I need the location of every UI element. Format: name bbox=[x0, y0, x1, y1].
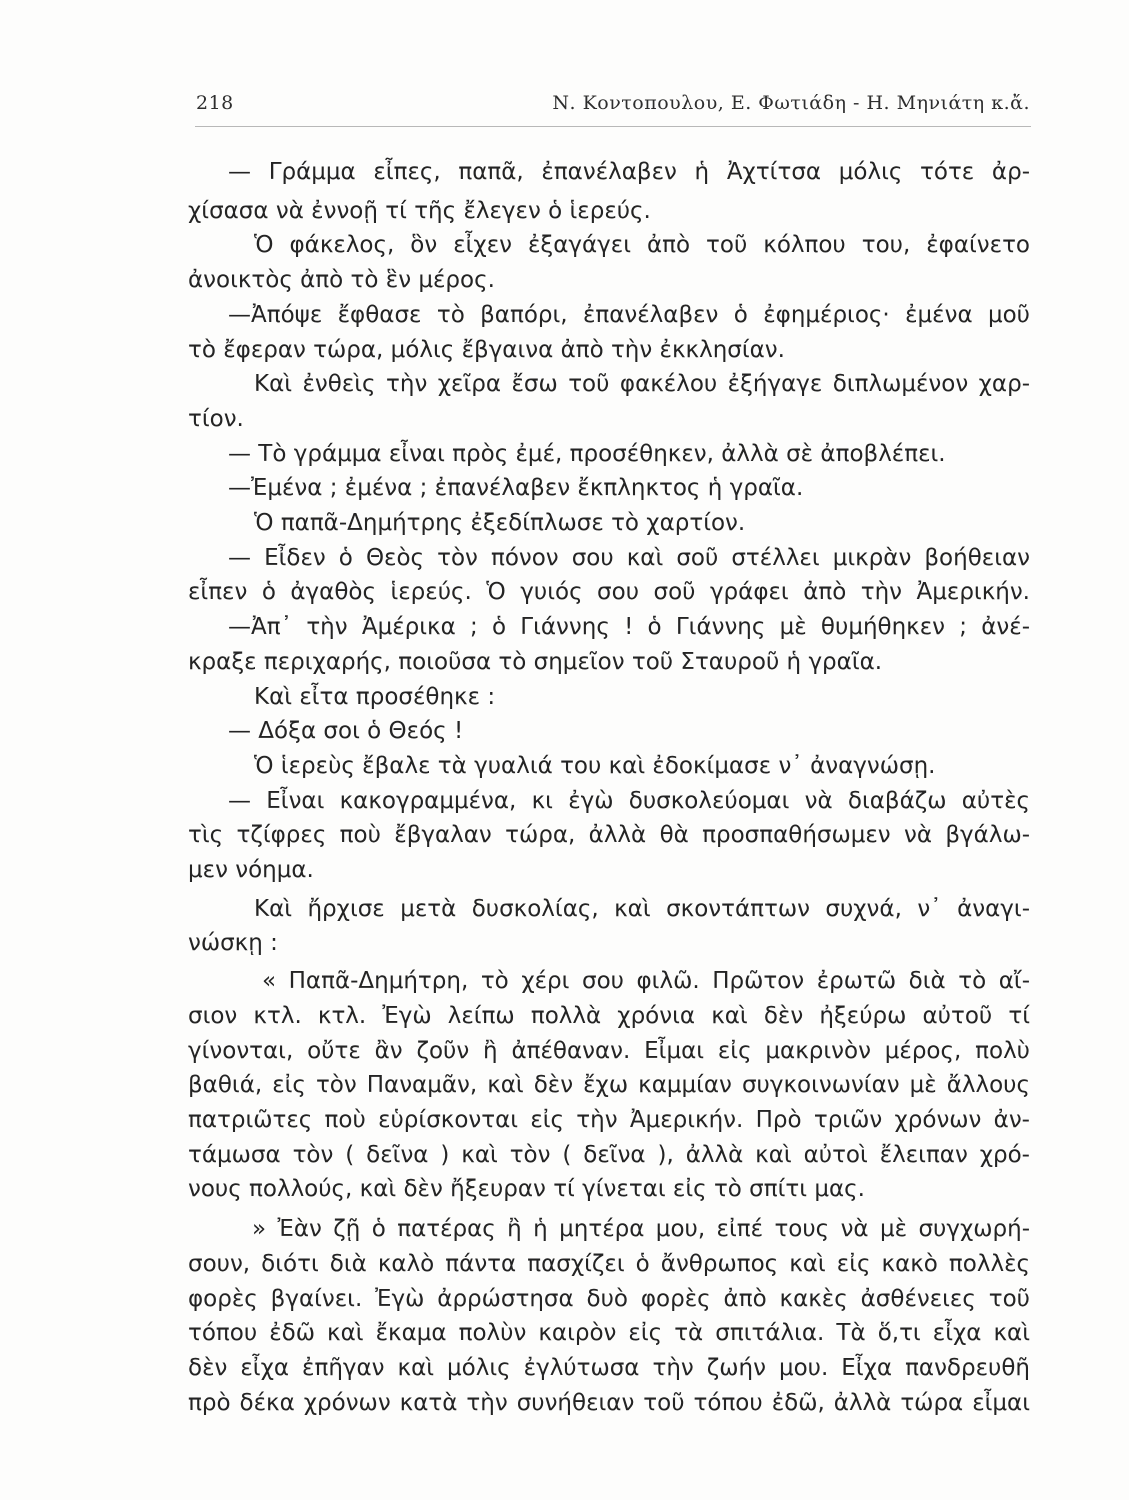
paragraph bbox=[188, 298, 1030, 367]
text-line: Καὶ εἶτα προσέθηκε : bbox=[254, 683, 496, 710]
body-text bbox=[188, 155, 1030, 1420]
text-line: σιον κτλ. κτλ. Ἐγὼ λείπω πολλὰ χρόνια καὶ δὲν ἠξεύρω αὐτοῦ τί bbox=[188, 1002, 1030, 1029]
text-line: γίνονται, οὔτε ἂν ζοῦν ἢ ἀπέθαναν. Εἶμαι εἰς μακρινὸν μέρος, πολὺ bbox=[188, 1037, 1030, 1064]
page-number: 218 bbox=[196, 92, 234, 114]
text-line: κραξε περιχαρής, ποιοῦσα τὸ σημεῖον τοῦ Σταυροῦ ἡ γραῖα. bbox=[188, 648, 883, 675]
paragraph bbox=[188, 610, 1030, 679]
text-line: — Τὸ γράμμα εἶναι πρὸς ἐμέ, προσέθηκεν, ἀλλὰ σὲ ἀποβλέπει. bbox=[228, 440, 946, 467]
text-line: Ὁ φάκελος, ὃν εἶχεν ἐξαγάγει ἀπὸ τοῦ κόλπου του, ἐφαίνετο bbox=[254, 232, 1030, 259]
text-line: Ὁ ἱερεὺς ἔβαλε τὰ γυαλιά του καὶ ἐδοκίμασε ν᾿ ἀναγνώσῃ. bbox=[254, 752, 936, 779]
text-line: πρὸ δέκα χρόνων κατὰ τὴν συνήθειαν τοῦ τόπου ἐδῶ, ἀλλὰ τώρα εἶμαι bbox=[188, 1389, 1030, 1416]
text-line: δὲν εἶχα ἐπῆγαν καὶ μόλις ἐγλύτωσα τὴν ζωήν μου. Εἶχα πανδρευθῆ bbox=[188, 1354, 1030, 1381]
text-line: τόπου ἐδῶ καὶ ἔκαμα πολὺν καιρὸν εἰς τὰ σπιτάλια. Τὰ ὅ,τι εἶχα καὶ bbox=[188, 1320, 1030, 1347]
paragraph bbox=[188, 506, 1030, 541]
text-line: « Παπᾶ-Δημήτρη, τὸ χέρι σου φιλῶ. Πρῶτον ἐρωτῶ διὰ τὸ αἴ- bbox=[262, 968, 1030, 995]
text-line: χίσασα νὰ ἐννοῇ τί τῆς ἔλεγεν ὁ ἱερεύς. bbox=[188, 197, 651, 224]
text-line: νώσκῃ : bbox=[188, 930, 278, 957]
text-line: βαθιά, εἰς τὸν Παναμᾶν, καὶ δὲν ἔχω καμμίαν συγκοινωνίαν μὲ ἄλλους bbox=[188, 1072, 1030, 1099]
paragraph bbox=[188, 437, 1030, 472]
text-line: — Γράμμα εἶπες, παπᾶ, ἐπανέλαβεν ἡ Ἀχτίτσα μόλις τότε ἀρ- bbox=[228, 159, 1030, 185]
paragraph bbox=[188, 367, 1030, 436]
text-line: φορὲς βγαίνει. Ἐγὼ ἀρρώστησα δυὸ φορὲς ἀπὸ κακὲς ἀσθένειες τοῦ bbox=[188, 1285, 1030, 1312]
paragraph bbox=[188, 749, 1030, 784]
text-line: τὶς τζίφρες ποὺ ἔβγαλαν τώρα, ἀλλὰ θὰ προσπαθήσωμεν νὰ βγάλω- bbox=[188, 822, 1030, 849]
text-line: Καὶ ἤρχισε μετὰ δυσκολίας, καὶ σκοντάπτων συχνά, ν᾿ ἀναγι- bbox=[254, 895, 1030, 922]
letter-paragraph bbox=[188, 1212, 1030, 1420]
text-line: ἀνοικτὸς ἀπὸ τὸ ἓν μέρος. bbox=[188, 267, 495, 294]
text-line: εἶπεν ὁ ἀγαθὸς ἱερεύς. Ὁ γυιός σου σοῦ γράφει ἀπὸ τὴν Ἀμερικήν. bbox=[188, 579, 1030, 606]
paragraph bbox=[188, 714, 1030, 749]
text-line: τάμωσα τὸν ( δεῖνα ) καὶ τὸν ( δεῖνα ), ἀλλὰ καὶ αὐτοὶ ἔλειπαν χρό- bbox=[188, 1141, 1030, 1168]
paragraph bbox=[188, 155, 1030, 228]
text-line: σουν, διότι διὰ καλὸ πάντα πασχίζει ὁ ἄνθρωπος καὶ εἰς κακὸ πολλὲς bbox=[188, 1250, 1030, 1277]
text-line: τίον. bbox=[188, 405, 244, 432]
text-line: Ὁ παπᾶ-Δημήτρης ἐξεδίπλωσε τὸ χαρτίον. bbox=[254, 510, 746, 537]
text-line: τὸ ἔφεραν τώρα, μόλις ἔβγαινα ἀπὸ τὴν ἐκκλησίαν. bbox=[188, 336, 785, 363]
letter-paragraph bbox=[188, 964, 1030, 1207]
paragraph bbox=[188, 541, 1030, 610]
text-line: Καὶ ἐνθεὶς τὴν χεῖρα ἔσω τοῦ φακέλου ἐξήγαγε διπλωμένον χαρ- bbox=[254, 371, 1030, 398]
text-line: —Ἀπόψε ἔφθασε τὸ βαπόρι, ἐπανέλαβεν ὁ ἐφημέριος· ἐμένα μοῦ bbox=[228, 301, 1030, 328]
header-rule bbox=[195, 126, 1031, 127]
paragraph bbox=[188, 680, 1030, 715]
running-title: Ν. Κοντοπουλου, Ε. Φωτιάδη - Η. Μηνιάτη κ.ἄ. bbox=[552, 92, 1030, 114]
text-line: — Εἶδεν ὁ Θεὸς τὸν πόνον σου καὶ σοῦ στέλλει μικρὰν βοήθειαν bbox=[228, 544, 1030, 571]
text-line: — Εἶναι κακογραμμένα, κι ἐγὼ δυσκολεύομαι νὰ διαβάζω αὐτὲς bbox=[228, 787, 1030, 814]
paragraph bbox=[188, 471, 1030, 506]
paragraph bbox=[188, 228, 1030, 297]
text-line: —Ἀπ᾿ τὴν Ἀμέρικα ; ὁ Γιάννης ! ὁ Γιάννης μὲ θυμήθηκεν ; ἀνέ- bbox=[228, 614, 1030, 641]
page-header bbox=[196, 89, 1030, 117]
paragraph bbox=[188, 784, 1030, 888]
text-line: — Δόξα σοι ὁ Θεός ! bbox=[228, 718, 464, 745]
text-line: νους πολλούς, καὶ δὲν ἤξευραν τί γίνεται εἰς τὸ σπίτι μας. bbox=[188, 1176, 865, 1203]
text-line: πατριῶτες ποὺ εὑρίσκονται εἰς τὴν Ἀμερικήν. Πρὸ τριῶν χρόνων ἀν- bbox=[188, 1106, 1030, 1133]
text-line: μεν νόημα. bbox=[188, 857, 314, 884]
text-line: » Ἐὰν ζῇ ὁ πατέρας ἢ ἡ μητέρα μου, εἰπέ τους νὰ μὲ συγχωρή- bbox=[252, 1216, 1030, 1243]
paragraph bbox=[188, 892, 1030, 961]
text-line: —Ἐμένα ; ἐμένα ; ἐπανέλαβεν ἔκπληκτος ἡ γραῖα. bbox=[228, 475, 804, 502]
